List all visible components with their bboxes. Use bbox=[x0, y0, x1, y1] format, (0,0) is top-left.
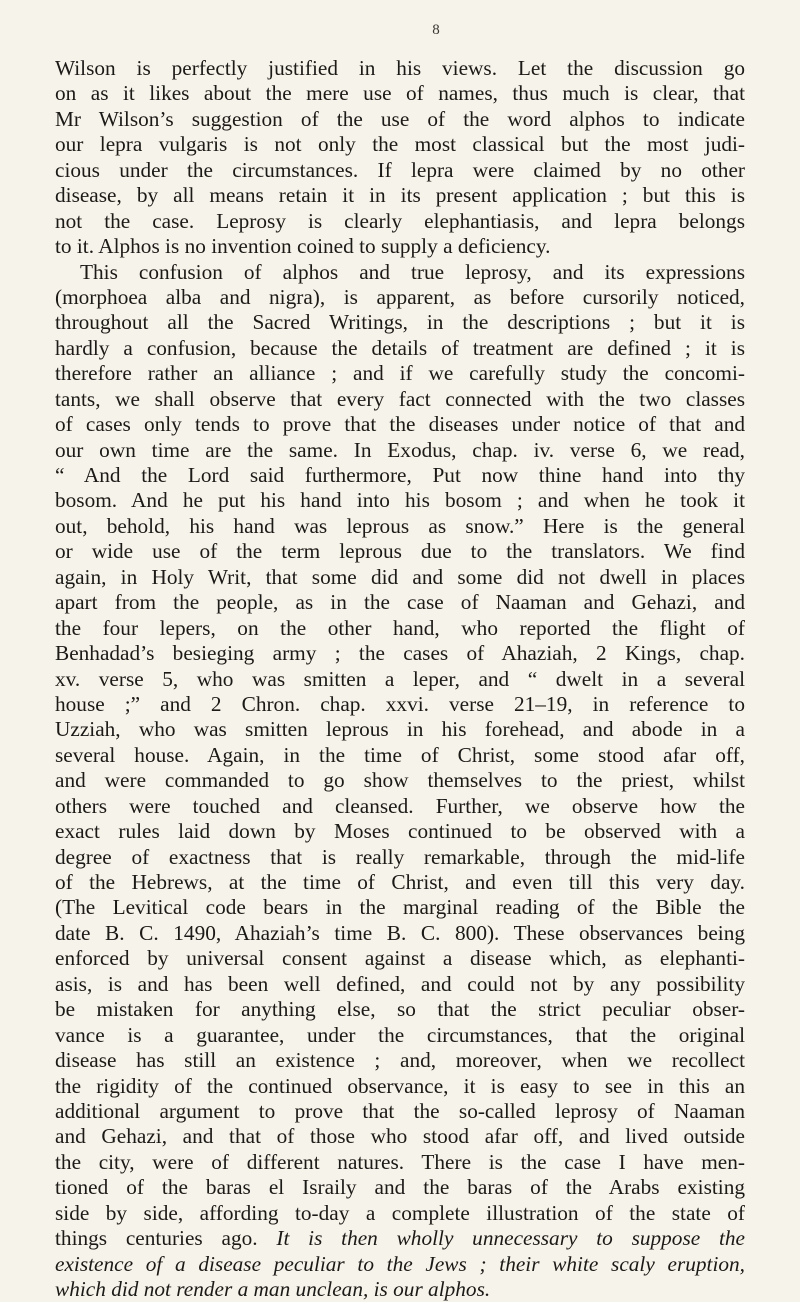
text-line bbox=[55, 641, 745, 666]
line-text: This confusion of alphos and true leprosy, and its expressions bbox=[80, 259, 745, 284]
line-text: and were commanded to go show themselves to the priest, whilst bbox=[55, 768, 745, 793]
text-line bbox=[55, 488, 745, 513]
text-line bbox=[55, 514, 745, 539]
line-text: Benhadad’s besieging army ; the cases of Ahaziah, 2 Kings, chap. bbox=[55, 641, 745, 666]
text-line bbox=[55, 107, 745, 132]
text-line bbox=[55, 616, 745, 641]
line-text: or wide use of the term leprous due to the translators. We find bbox=[55, 539, 745, 564]
line-text: tioned of the baras el Israily and the baras of the Arabs existing bbox=[55, 1175, 745, 1200]
text-line bbox=[55, 56, 745, 81]
line-text: again, in Holy Writ, that some did and some did not dwell in places bbox=[55, 564, 745, 589]
line-text: enforced by universal consent against a disease which, as elephanti- bbox=[55, 946, 745, 971]
text-line bbox=[55, 539, 745, 564]
line-text: the city, were of different natures. There is the case I have men- bbox=[55, 1149, 745, 1174]
text-line bbox=[55, 361, 745, 386]
text-line bbox=[55, 717, 745, 742]
text-line bbox=[55, 590, 745, 615]
text-line bbox=[55, 1023, 745, 1048]
text-line bbox=[55, 285, 745, 310]
text-line bbox=[55, 1226, 745, 1251]
line-text: and Gehazi, and that of those who stood afar off, and lived outside bbox=[55, 1124, 745, 1149]
line-text: the four lepers, on the other hand, who reported the flight of bbox=[55, 615, 745, 640]
text-line bbox=[55, 1252, 745, 1277]
text-line bbox=[55, 768, 745, 793]
text-line bbox=[55, 565, 745, 590]
text-line bbox=[55, 183, 745, 208]
line-text: therefore rather an alliance ; and if we carefully study the concomi- bbox=[55, 361, 745, 386]
line-text: exact rules laid down by Moses continued to be observed with a bbox=[55, 819, 745, 844]
text-line bbox=[55, 946, 745, 971]
line-text: tants, we shall observe that every fact connected with the two classes bbox=[55, 386, 745, 411]
italic-text: It is then wholly unnecessary to suppose the bbox=[276, 1226, 746, 1251]
text-line bbox=[55, 794, 745, 819]
text-line bbox=[55, 692, 745, 717]
line-text: “ And the Lord said furthermore, Put now thine hand into thy bbox=[55, 463, 745, 487]
line-text: of the Hebrews, at the time of Christ, and even till this very day. bbox=[55, 870, 745, 894]
text-line bbox=[55, 1099, 745, 1124]
line-text: side by side, affording to-day a complete illustration of the state of bbox=[55, 1200, 745, 1225]
line-text: not the case. Leprosy is clearly elephantiasis, and lepra belongs bbox=[55, 208, 745, 233]
line-text: throughout all the Sacred Writings, in the descriptions ; but it is bbox=[55, 310, 745, 335]
line-text: vance is a guarantee, under the circumstances, that the original bbox=[55, 1022, 745, 1047]
line-text: several house. Again, in the time of Christ, some stood afar off, bbox=[55, 742, 745, 767]
text-line bbox=[55, 1048, 745, 1073]
text-line bbox=[55, 895, 745, 920]
text-line bbox=[55, 845, 745, 870]
text-line bbox=[55, 1124, 745, 1149]
line-text: the rigidity of the continued observance, it is easy to see in this an bbox=[55, 1073, 745, 1098]
text-line bbox=[55, 921, 745, 946]
text-line bbox=[55, 209, 745, 234]
line-text: to it. Alphos is no invention coined to supply a deficiency. bbox=[55, 234, 551, 259]
text-line bbox=[55, 260, 745, 285]
line-text: (morphoea alba and nigra), is apparent, as before cursorily noticed, bbox=[55, 284, 745, 309]
line-text: cious under the circumstances. If lepra were claimed by no other bbox=[55, 157, 745, 182]
text-line bbox=[55, 997, 745, 1022]
text-line bbox=[55, 336, 745, 361]
text-line bbox=[55, 158, 745, 183]
text-line bbox=[55, 463, 745, 488]
text-line bbox=[55, 1277, 745, 1302]
line-text: others were touched and cleansed. Further, we observe how the bbox=[55, 793, 745, 818]
text-line bbox=[55, 972, 745, 997]
text-line bbox=[55, 1150, 745, 1175]
line-text: disease, by all means retain it in its present application ; but this is bbox=[55, 183, 745, 208]
text-line bbox=[55, 1201, 745, 1226]
line-text: on as it likes about the mere use of names, thus much is clear, that bbox=[55, 81, 745, 106]
line-text: Mr Wilson’s suggestion of the use of the word alphos to indicate bbox=[55, 106, 745, 131]
body-text bbox=[55, 56, 745, 1302]
line-text: be mistaken for anything else, so that the strict peculiar obser- bbox=[55, 997, 745, 1022]
line-text: Wilson is perfectly justified in his views. Let the discussion go bbox=[55, 56, 745, 80]
text-line bbox=[55, 1074, 745, 1099]
text-line bbox=[55, 1175, 745, 1200]
page-number: 8 bbox=[432, 22, 440, 38]
line-text: our own time are the same. In Exodus, chap. iv. verse 6, we read, bbox=[55, 437, 745, 462]
line-text: our lepra vulgaris is not only the most classical but the most judi- bbox=[55, 132, 745, 157]
line-text: (The Levitical code bears in the marginal reading of the Bible the bbox=[55, 895, 745, 920]
line-text: of cases only tends to prove that the diseases under notice of that and bbox=[55, 412, 745, 437]
text-line bbox=[55, 387, 745, 412]
line-text: bosom. And he put his hand into his bosom ; and when he took it bbox=[55, 488, 745, 513]
line-text: things centuries ago. bbox=[55, 1226, 277, 1251]
text-line bbox=[55, 743, 745, 768]
line-text: Uzziah, who was smitten leprous in his forehead, and abode in a bbox=[55, 717, 745, 742]
text-line bbox=[55, 438, 745, 463]
text-line bbox=[55, 667, 745, 692]
line-text: hardly a confusion, because the details of treatment are defined ; it is bbox=[55, 335, 745, 360]
text-line bbox=[55, 310, 745, 335]
text-line bbox=[55, 81, 745, 106]
text-line bbox=[55, 819, 745, 844]
italic-text: which did not render a man unclean, is our alphos. bbox=[55, 1277, 491, 1301]
line-text: asis, is and has been well defined, and could not by any possibility bbox=[55, 971, 745, 996]
line-text: out, behold, his hand was leprous as snow.” Here is the general bbox=[55, 513, 745, 538]
line-text: apart from the people, as in the case of Naaman and Gehazi, and bbox=[55, 590, 745, 615]
italic-text: existence of a disease peculiar to the Jews ; their white scaly eruption, bbox=[55, 1251, 745, 1276]
text-line bbox=[55, 234, 745, 259]
text-line bbox=[55, 132, 745, 157]
text-line bbox=[55, 412, 745, 437]
line-text: additional argument to prove that the so-called leprosy of Naaman bbox=[55, 1098, 745, 1123]
line-text: date B. C. 1490, Ahaziah’s time B. C. 800). These observances being bbox=[55, 920, 745, 945]
line-text: house ;” and 2 Chron. chap. xxvi. verse 21–19, in reference to bbox=[55, 691, 745, 716]
line-text: disease has still an existence ; and, moreover, when we recollect bbox=[55, 1048, 745, 1073]
line-text: xv. verse 5, who was smitten a leper, and “ dwelt in a several bbox=[55, 666, 745, 691]
line-text: degree of exactness that is really remarkable, through the mid-life bbox=[55, 844, 745, 869]
text-line bbox=[55, 870, 745, 895]
